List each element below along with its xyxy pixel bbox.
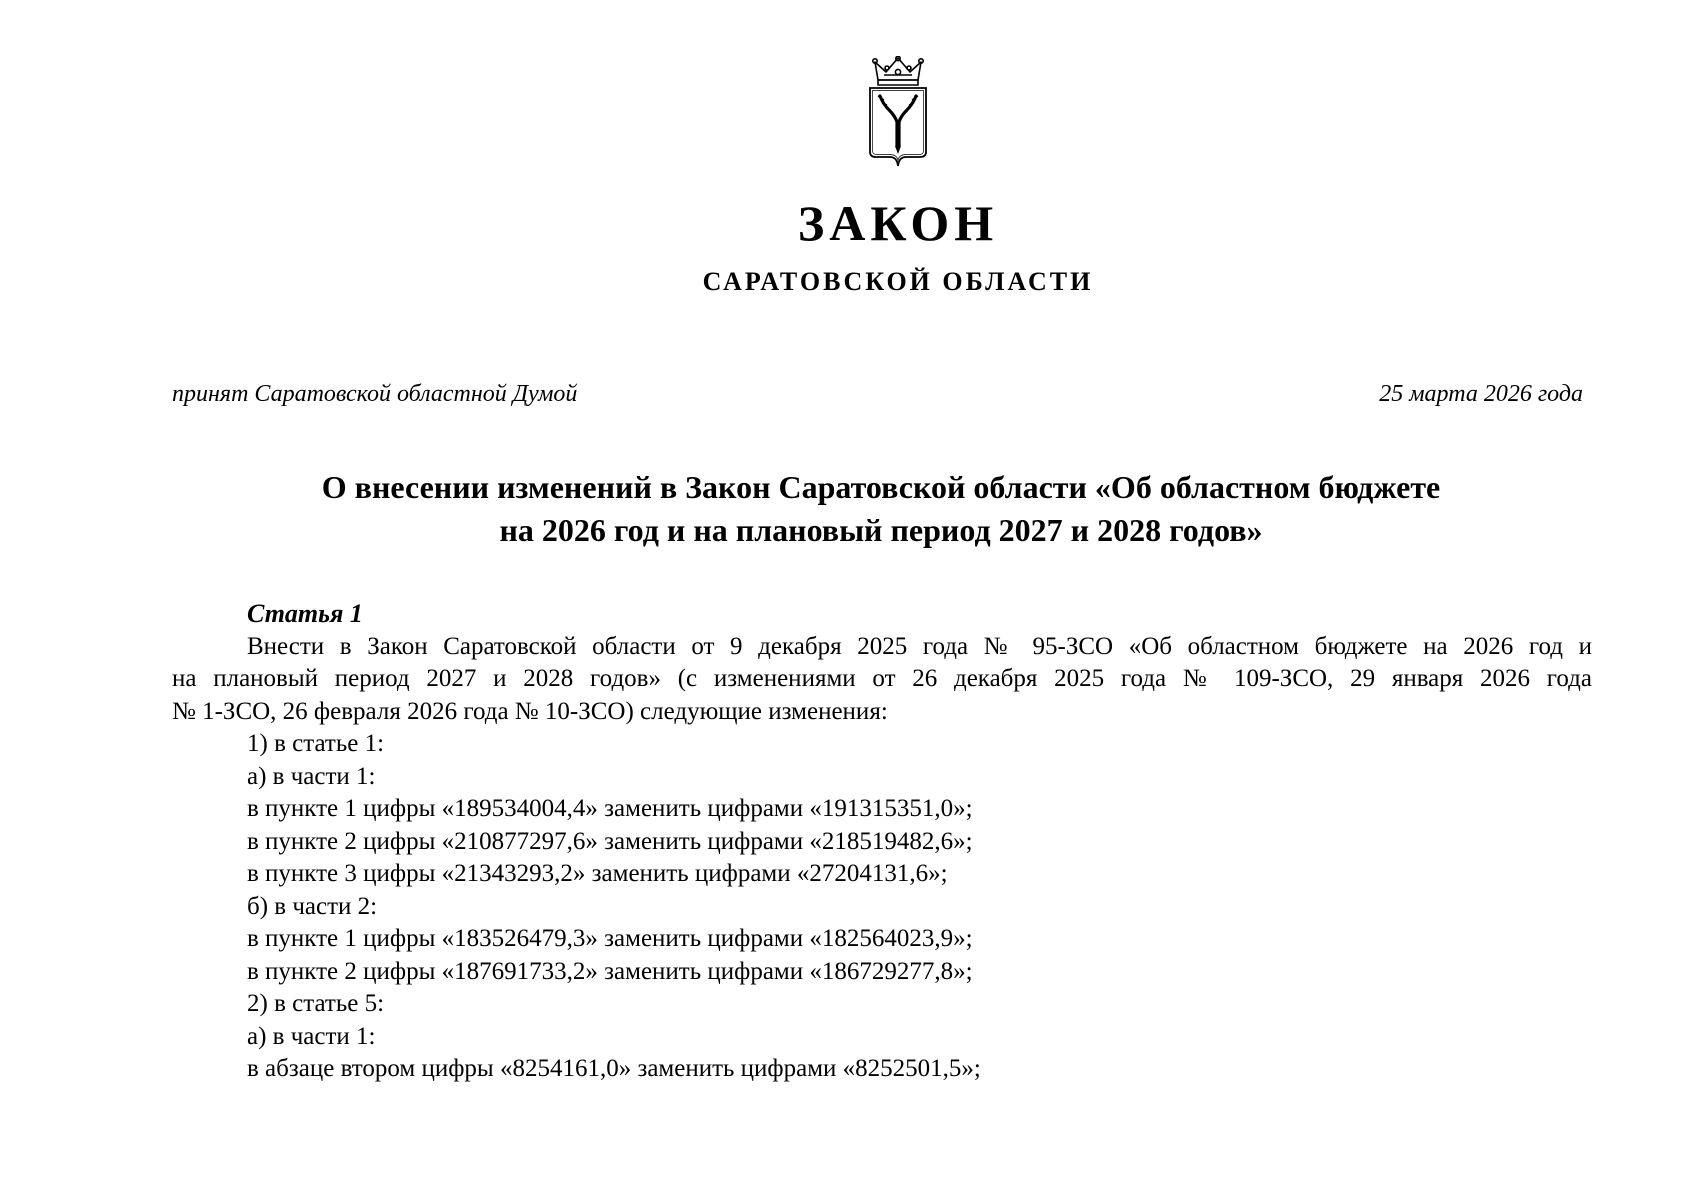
amendment-item: а) в части 1: bbox=[247, 1022, 376, 1050]
amendment-item: б) в части 2: bbox=[247, 892, 378, 920]
amendment-item: в пункте 1 цифры «189534004,4» заменить цифрами «191315351,0»; bbox=[247, 795, 973, 822]
region-subtitle: САРАТОВСКОЙ ОБЛАСТИ bbox=[702, 267, 1094, 296]
adopted-by-label: принят Саратовской областной Думой bbox=[172, 381, 578, 407]
intro-line: Внести в Закон Саратовской области от 9 декабря 2025 года № 95-ЗСО «Об областном бюджете на 2026 год и bbox=[247, 632, 1592, 660]
intro-line: № 1-ЗСО, 26 февраля 2026 года № 10-ЗСО) следующие изменения: bbox=[172, 697, 888, 725]
amendment-item: 2) в статье 5: bbox=[247, 990, 385, 1017]
amendment-item: а) в части 1: bbox=[247, 762, 376, 790]
amendment-item: в пункте 1 цифры «183526479,3» заменить цифрами «182564023,9»; bbox=[247, 925, 973, 952]
amendment-item: в пункте 3 цифры «21343293,2» заменить цифрами «27204131,6»; bbox=[247, 860, 948, 887]
law-title-line: на 2026 год и на плановый период 2027 и 2028 годов» bbox=[499, 512, 1263, 548]
amendment-item: в абзаце втором цифры «8254161,0» заменить цифрами «8252501,5»; bbox=[247, 1055, 981, 1082]
adoption-date: 25 марта 2026 года bbox=[1379, 381, 1583, 407]
document-type-title: ЗАКОН bbox=[797, 195, 999, 251]
article-intro-paragraph bbox=[172, 631, 1592, 729]
intro-line: на плановый период 2027 и 2028 годов» (с изменениями от 26 декабря 2025 года № 109-ЗСО, 29 января 2026 года bbox=[172, 665, 1592, 692]
amendment-item: 1) в статье 1: bbox=[247, 730, 385, 757]
amendment-item: в пункте 2 цифры «210877297,6» заменить цифрами «218519482,6»; bbox=[247, 827, 973, 855]
saratov-coat-of-arms-icon bbox=[866, 56, 930, 170]
article-title: Статья 1 bbox=[247, 599, 363, 628]
amendment-item: в пункте 2 цифры «187691733,2» заменить цифрами «186729277,8»; bbox=[247, 957, 973, 985]
law-title bbox=[0, 466, 1697, 552]
law-title-line: О внесении изменений в Закон Саратовской области «Об областном бюджете bbox=[321, 469, 1441, 505]
article-body bbox=[172, 598, 1592, 1086]
